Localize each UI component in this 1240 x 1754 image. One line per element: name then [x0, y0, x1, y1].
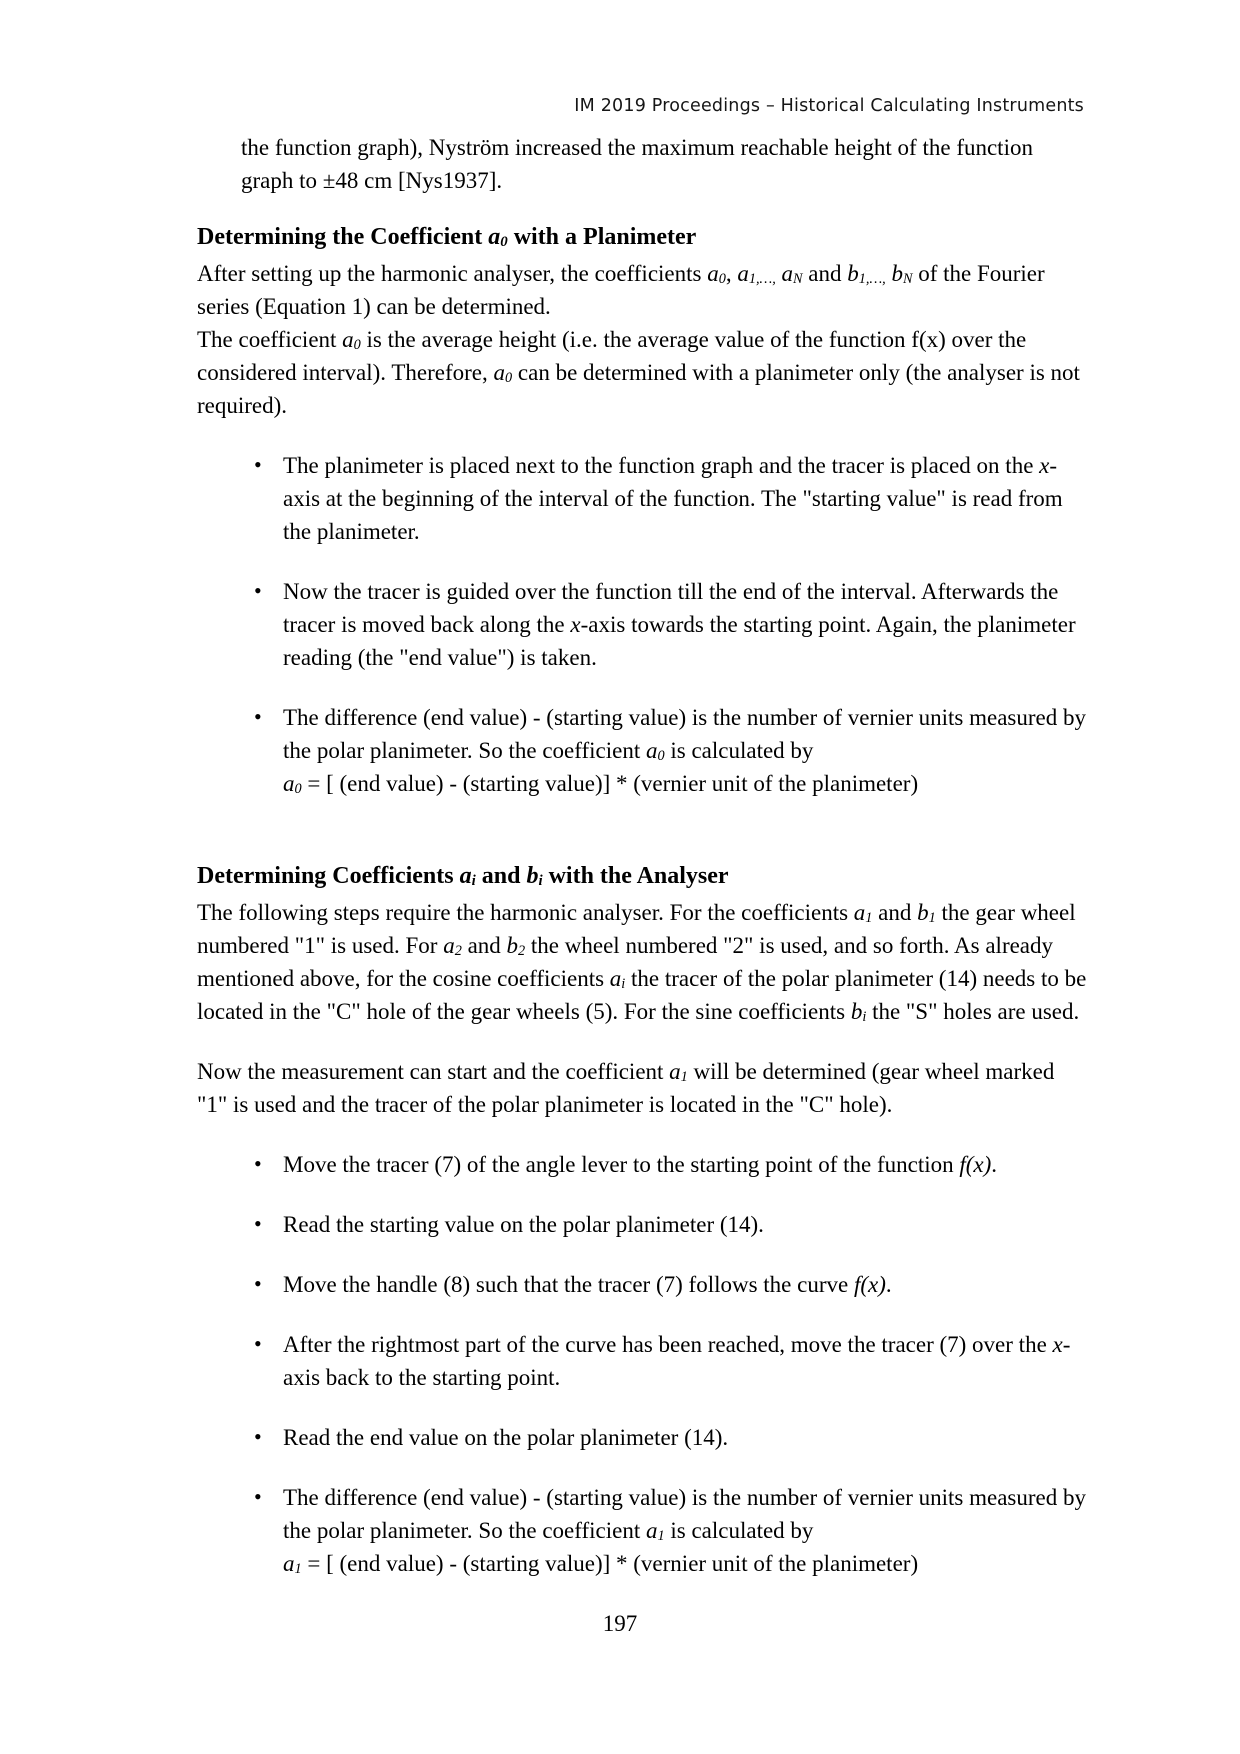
subscript: i: [862, 1009, 867, 1026]
bullet-item: • Read the starting value on the polar planimeter (14).: [197, 1208, 1090, 1241]
italic-variable: x: [570, 612, 581, 637]
math-variable: $b_2$: [506, 933, 526, 960]
subscript: 1,…,: [748, 271, 776, 288]
math-variable: $b_i$: [850, 999, 867, 1026]
section-heading: Determining Coefficients $a_i$ and $b_i$ with the Analyser: [197, 863, 729, 890]
math-variable: $a_0$: [283, 771, 302, 798]
subscript: 0: [718, 271, 726, 288]
body-paragraph: The following steps require the harmonic analyser. For the coefficients $a_1$ and $b_1$ the gear wheel numbered "1" is used. For $a_2$ and $b_2$ the wheel numbered "2" is used, and so forth. As already mentioned above, for the cosine coefficients $a_i$ the tracer of the polar planimeter (14) needs to be located in the "C" hole of the gear wheels (5). For the sine coefficients $b_i$ the "S" holes are used.: [197, 900, 1087, 1026]
section-heading: Determining the Coefficient $a_0$ with a Planimeter: [197, 224, 697, 251]
subscript: N: [793, 271, 803, 288]
bullet-icon: •: [254, 1331, 262, 1356]
math-variable: $a_1$: [669, 1059, 688, 1086]
bullet-item: • The difference (end value) - (starting value) is the number of vernier units measured by the polar planimeter. So the coefficient $a_0$ is calculated by $a_0$ = [ (end value) - (starting value)] * (vernier unit of the planimeter): [197, 701, 1090, 800]
math-variable: $a_1$: [853, 900, 873, 927]
math-variable: $b_{1,\dots,}$: [847, 261, 886, 288]
subscript: 0: [353, 337, 361, 354]
body-paragraph: The coefficient $a_0$ is the average height (i.e. the average value of the function f(x) over the considered interval). Therefore, $a_0$ can be determined with a planimeter only (the analyser is not required).: [197, 327, 1080, 418]
math-variable: $a_N$: [781, 261, 803, 288]
bullet-icon: •: [254, 1424, 262, 1449]
bullet-icon: •: [254, 1211, 262, 1236]
italic-variable: f(x): [959, 1152, 992, 1177]
subscript: i: [621, 976, 626, 993]
bullet-list: [197, 449, 1090, 800]
math-variable: $b_i$: [526, 863, 543, 890]
subscript: 0: [500, 234, 508, 251]
bullet-item: • After the rightmost part of the curve has been reached, move the tracer (7) over the x-axis back to the starting point.: [197, 1328, 1090, 1394]
body-paragraph: Now the measurement can start and the coefficient $a_1$ will be determined (gear wheel marked "1" is used and the tracer of the polar planimeter is located in the "C" hole).: [197, 1059, 1055, 1117]
math-variable: $a_1$: [283, 1551, 302, 1578]
subscript: 0: [294, 781, 302, 798]
bullet-icon: •: [254, 578, 262, 603]
bullet-list: [197, 1148, 1090, 1580]
subscript: 1: [928, 910, 936, 927]
math-variable: $a_i$: [459, 863, 476, 890]
math-variable: $a_0$: [645, 738, 665, 765]
math-variable: $a_0$: [493, 360, 513, 387]
math-variable: $a_0$: [488, 224, 508, 251]
subscript: 1: [294, 1561, 302, 1578]
math-variable: $a_i$: [609, 966, 626, 993]
italic-variable: x: [1052, 1332, 1063, 1357]
running-header: IM 2019 Proceedings – Historical Calculating Instruments: [574, 96, 1084, 116]
bullet-icon: •: [254, 704, 262, 729]
bullet-item: • Now the tracer is guided over the function till the end of the interval. Afterwards the tracer is moved back along the x-axis towards the starting point. Again, the planimeter reading (the "end value") is taken.: [197, 575, 1090, 674]
bullet-item: • Move the tracer (7) of the angle lever to the starting point of the function f(x).: [197, 1148, 1090, 1181]
subscript: i: [538, 873, 543, 890]
math-variable: $a_2$: [443, 933, 462, 960]
subscript: 1: [680, 1069, 688, 1086]
bullet-item: • Read the end value on the polar planimeter (14).: [197, 1421, 1090, 1454]
bullet-item: • The planimeter is placed next to the function graph and the tracer is placed on the x-axis at the beginning of the interval of the function. The "starting value" is read from the planimeter.: [197, 449, 1090, 548]
bullet-item: • The difference (end value) - (starting value) is the number of vernier units measured by the polar planimeter. So the coefficient $a_1$ is calculated by $a_1$ = [ (end value) - (starting value)] * (vernier unit of the planimeter): [197, 1481, 1090, 1580]
page-number: 197: [602, 1611, 638, 1636]
document-body: [197, 131, 1090, 1607]
subscript: 1,…,: [858, 271, 886, 288]
math-variable: $a_{1,\dots,}$: [737, 261, 776, 288]
subscript: i: [471, 873, 476, 890]
bullet-item: • Move the handle (8) such that the tracer (7) follows the curve f(x).: [197, 1268, 1090, 1301]
italic-variable: f(x): [853, 1272, 886, 1297]
math-variable: $a_1$: [645, 1518, 665, 1545]
math-variable: $b_1$: [917, 900, 936, 927]
subscript: 1: [657, 1528, 665, 1545]
subscript: 0: [657, 748, 665, 765]
italic-variable: x: [1039, 453, 1050, 478]
math-variable: $b_N$: [891, 261, 913, 288]
bullet-icon: •: [254, 1484, 262, 1509]
subscript: 2: [454, 943, 462, 960]
math-variable: $a_0$: [342, 327, 361, 354]
bullet-icon: •: [254, 452, 262, 477]
math-variable: $a_0$: [707, 261, 726, 288]
body-paragraph: After setting up the harmonic analyser, the coefficients $a_0$, $a_{1,\dots,}$ $a_N$ and $b_{1,\dots,}$ $b_N$ of the Fourier series (Equation 1) can be determined.: [197, 261, 1045, 319]
bullet-icon: •: [254, 1151, 262, 1176]
paragraph-continuation: the function graph), Nyström increased the maximum reachable height of the function graph to ±48 cm [Nys1937].: [241, 135, 1033, 193]
subscript: 2: [518, 943, 526, 960]
subscript: N: [902, 271, 913, 288]
bullet-icon: •: [254, 1271, 262, 1296]
subscript: 1: [865, 910, 873, 927]
subscript: 0: [505, 370, 513, 387]
